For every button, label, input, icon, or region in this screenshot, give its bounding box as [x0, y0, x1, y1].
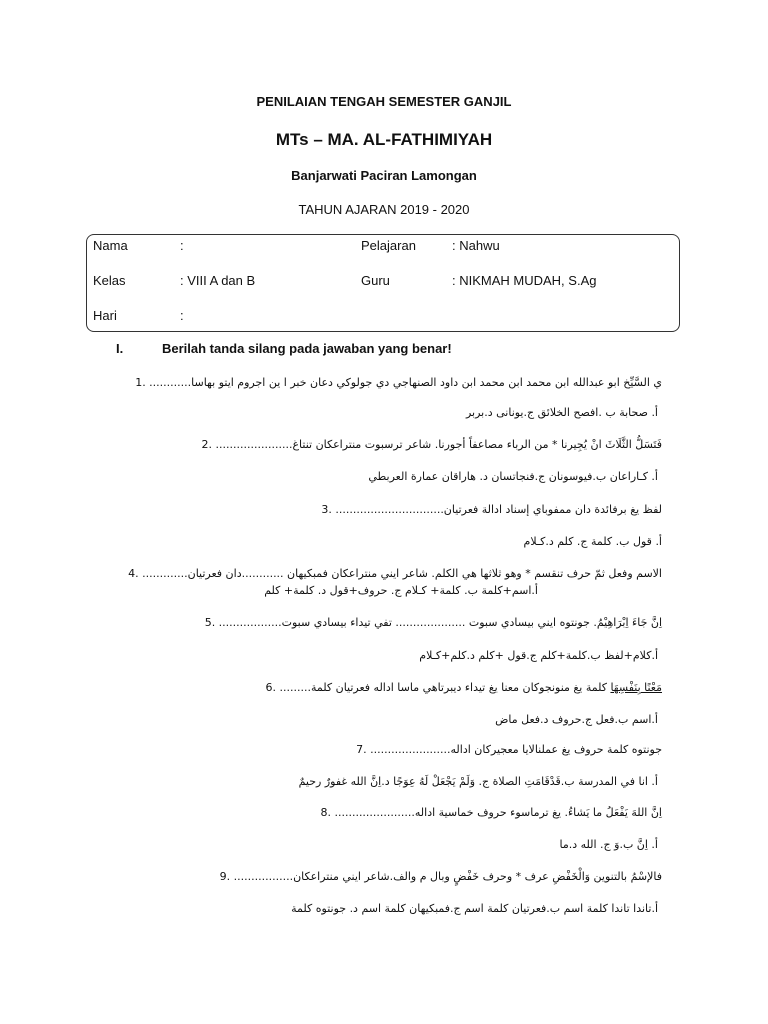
kelas-label: Kelas — [93, 273, 126, 288]
hari-value: : — [180, 308, 184, 323]
section-number: I. — [116, 341, 124, 356]
options-8: أ. اِنَّ ب.وَ ج. الله د.ما — [559, 838, 658, 851]
question-2: فَتَسَلُّ الثَّلَاثَ انْ يُجِيرنا * من الرباء مصاعفاً أجورنا. شاعر ترسبوت منتراعكان تنتاغ...................... .2 — [201, 438, 662, 451]
options-3: أ. قول ب. كلمة ج. كلم د.كـلام — [523, 535, 662, 548]
pelajaran-value: : Nahwu — [452, 238, 500, 253]
hari-label: Hari — [93, 308, 117, 323]
question-5: اِنَّ جَاءَ اِبْرَاهِيْمُ. جونتوه ايني بيسادي سبوت .................... تفي تيداء بيسادي سبوت.................. .5 — [204, 616, 662, 629]
question-9: فالإسْمُ بالتنوين وَالْخَفْضِ عرف * وحرف خَفْضٍ وبال م والف.شاعر ايني منتراعكان................. .9 — [219, 870, 662, 883]
pelajaran-label: Pelajaran — [361, 238, 416, 253]
section-instruction: Berilah tanda silang pada jawaban yang benar! — [162, 341, 452, 356]
options-6: أ.اسم ب.فعل ج.حروف د.فعل ماض — [495, 713, 658, 726]
question-8: اِنَّ اللهَ يَفْعَلُ ما يَشاءُ. يغ ترماسوء حروف خماسية اداله....................... .8 — [320, 806, 662, 819]
question-1: ي السَّيِّخ ابو عبدالله ابن محمد ابن محمد ابن داود الصنهاجي دي جولوكي دعان خبر ا ين اجروم ايتو بهاسا............ .1 — [135, 376, 662, 389]
options-1: أ. صحابة ب .افصح الخلائق ج.يونانى د.بربر — [465, 406, 658, 419]
exam-title: PENILAIAN TENGAH SEMESTER GANJIL — [256, 94, 512, 109]
school-name: MTs – MA. AL-FATHIMIYAH — [275, 130, 493, 149]
nama-value: : — [180, 238, 184, 253]
options-4: أ.اسم+كلمة ب. كلمة+ كـلام ج. حروف+قول د. كلمة+ كلم — [264, 584, 538, 597]
options-5: أ.كلام+لفظ ب.كلمة+كلم ج.قول +كلم د.كلم+كـلام — [419, 649, 658, 662]
question-4: الاسم وفعل ثمّ حرف تنقسم * وهو ثلاثها هي الكلم. شاعر ايني منتراعكان فمبكيهان ............دان فعرتيان............. .4 — [128, 567, 662, 580]
nama-label: Nama — [93, 238, 128, 253]
question-7: جونتوه كلمة حروف يغ عملنالايا معجيركان اداله....................... .7 — [356, 743, 662, 756]
question-6-text: كلمة يغ منونجوكان معنا يغ تيداء ديبرتاهي ماسا اداله فعرتيان كلمة......... .6 — [265, 681, 607, 694]
guru-label: Guru — [361, 273, 390, 288]
academic-year: TAHUN AJARAN 2019 - 2020 — [298, 202, 470, 217]
question-3: لفظ يغ برفائدة دان ممفوباي إسناد ادالة فعرتيان............................... .3 — [321, 503, 662, 516]
kelas-value: : VIII A dan B — [180, 273, 256, 288]
question-6 — [266, 681, 662, 694]
school-location: Banjarwati Paciran Lamongan — [291, 168, 477, 183]
options-2: أ. كـاراعان ب.فيوسونان ج.فنجاتسان د. هاراقان عمارة العربطي — [368, 470, 658, 483]
guru-value: : NIKMAH MUDAH, S.Ag — [452, 273, 597, 288]
underlined-phrase: مَعْنًا بِنَفْسِهَا — [610, 681, 662, 694]
options-9: أ.تاندا تاندا كلمة اسم ب.فعرتيان كلمة اسم ج.فمبكيهان كلمة اسم د. جونتوه كلمة — [291, 902, 658, 915]
options-7: أ. انا في المدرسة ب.قَدْقَامَتِ الصلاة ج. وَلَمْ يَجْعَلْ لَهُ عِوَجًا د.اِنَّ الله غفورٌ رحيمٌ — [298, 775, 658, 788]
